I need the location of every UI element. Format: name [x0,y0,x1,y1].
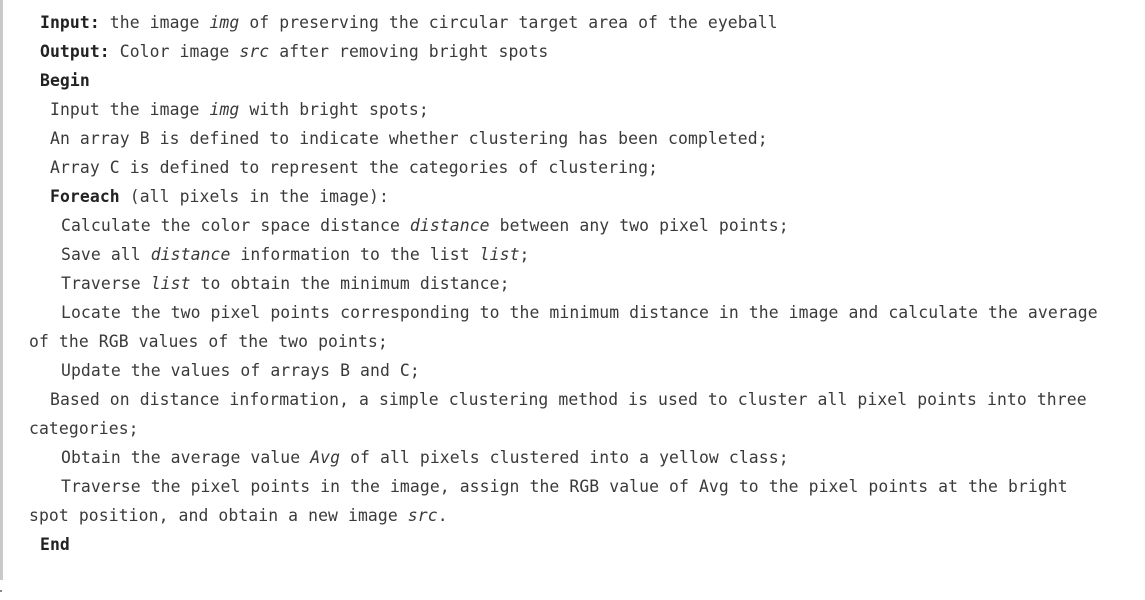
step-text-end: . [437,506,448,525]
step-text: Save all [61,245,151,264]
step-array-b: An array B is defined to indicate whether clustering has been completed; [50,129,768,148]
step-array-c: Array C is defined to represent the categories of clustering; [50,158,659,177]
output-text: Color image [109,42,240,61]
input-text-rest: of preserving the circular target area of the eyeball [239,13,778,32]
end-line [3,530,1145,559]
step-text-rest: between any two pixel points; [489,216,789,235]
step-traverse-list [3,269,1145,298]
step-calc-distance [3,211,1145,240]
step-variable: distance [409,216,490,235]
output-line [3,37,1145,66]
input-text: the image [99,13,210,32]
step-text: Calculate the color space distance [61,216,410,235]
step-text: spot position, and obtain a new image [29,506,408,525]
step-text: Obtain the average value [61,448,311,467]
input-line [3,8,1145,37]
begin-keyword: Begin [40,71,90,90]
step-cluster: Based on distance information, a simple clustering method is used to cluster all pixel points into three [50,390,1087,409]
step-variable-2: list [479,245,520,264]
step-cluster-cont: categories; [29,419,139,438]
step-assign-cont [3,501,1145,530]
step-average [3,443,1145,472]
foreach-line [3,182,1145,211]
step-locate-points-cont: of the RGB values of the two points; [29,332,388,351]
step-variable: src [407,506,438,525]
step-text-rest: with bright spots; [239,100,429,119]
step-text-rest: of all pixels clustered into a yellow class; [340,448,789,467]
step-variable: img [209,100,240,119]
output-variable: src [239,42,270,61]
input-keyword: Input: [40,13,100,32]
end-keyword: End [40,535,70,554]
step-save-distance [3,240,1145,269]
step-update-arrays: Update the values of arrays B and C; [61,361,420,380]
step-text: Input the image [50,100,210,119]
step-text-mid: information to the list [230,245,480,264]
step-text-end: ; [519,245,530,264]
step-text-rest: to obtain the minimum distance; [190,274,510,293]
step-text: Traverse [61,274,151,293]
step-variable: list [150,274,191,293]
output-keyword: Output: [40,42,110,61]
output-text-rest: after removing bright spots [269,42,549,61]
begin-line [3,66,1145,95]
step-variable: distance [150,245,231,264]
foreach-condition: (all pixels in the image): [119,187,389,206]
step-variable: Avg [310,448,341,467]
foreach-keyword: Foreach [50,187,120,206]
corner-mark [0,590,2,592]
step-input-image [3,95,1145,124]
input-variable: img [209,13,240,32]
step-locate-points: Locate the two pixel points corresponding to the minimum distance in the image and calculate the average [61,303,1098,322]
step-assign: Traverse the pixel points in the image, assign the RGB value of Avg to the pixel points at the bright [61,477,1068,496]
